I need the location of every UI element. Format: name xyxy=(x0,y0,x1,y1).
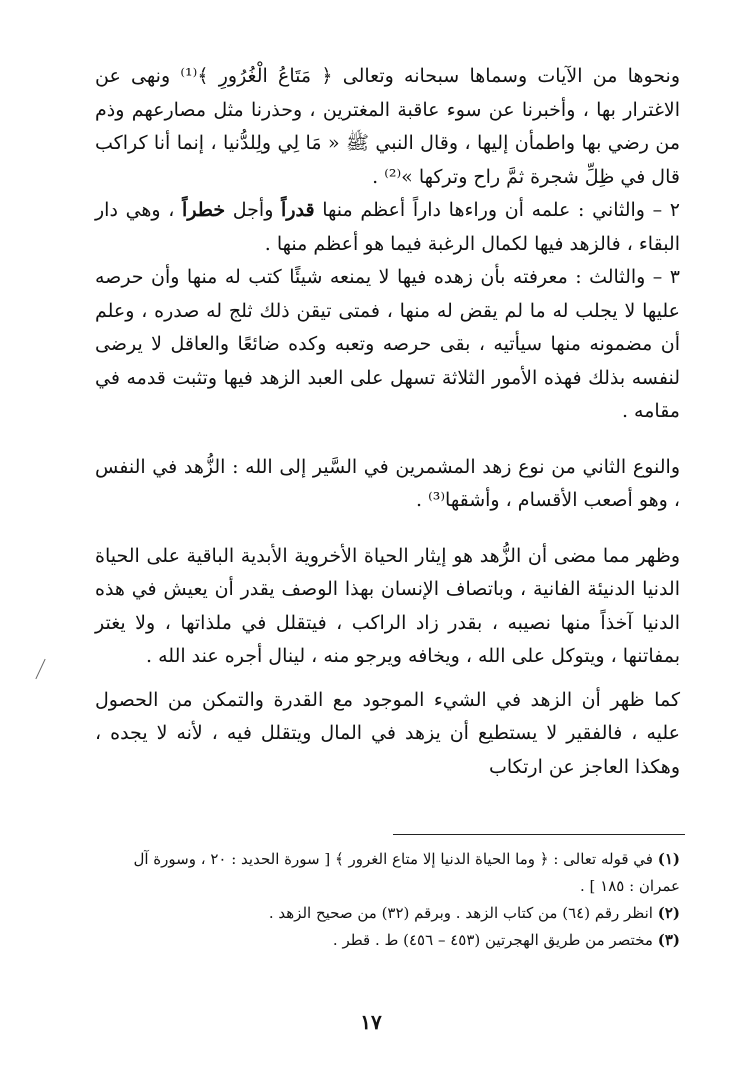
item2-bold-khataran: خطراً xyxy=(182,199,226,221)
stray-mark xyxy=(35,659,45,679)
footnote-1 xyxy=(95,846,680,900)
paragraph-1: ونحوها من الآيات وسماها سبحانه وتعالى ﴿ مَتَاعُ الْغُرُورِ ﴾⁽¹⁾ ونهى عن الاغترار بها ، وأخبرنا عن سوء عاقبة المغترين ، وحذرنا مثل مصارعهم وذم من رضي بها واطمأن إليها ، وقال النبي ﷺ « مَا لِي ولِلدُّنيا ، إنما أنا كراكب قال في ظِلِّ شجرة ثمَّ راح وتركها »⁽²⁾ . xyxy=(95,65,680,188)
list-item-3: ٣ – والثالث : معرفته بأن زهده فيها لا يمنعه شيئًا كتب له منها وأن حرصه عليها لا يجلب له ما لم يقض له منها ، فمتى تيقن ذلك ثلج له صدره ، وعلم أن مضمونه منها سيأتيه ، بقى حرصه وتعبه وكده ضائعًا والعاقل لا يرضى لنفسه بذلك فهذه الأمور الثلاثة تسهل على العبد الزهد فيها وتثبت قدمه في مقامه . xyxy=(95,266,680,422)
footnote-3-text: مختصر من طريق الهجرتين (٤٥٣ – ٤٥٦) ط . قطر . xyxy=(332,931,653,949)
footnote-2-text: انظر رقم (٦٤) من كتاب الزهد . وبرقم (٣٢) من صحيح الزهد . xyxy=(268,904,653,922)
page-number: ١٧ xyxy=(360,1010,382,1034)
footnote-2-number: (٢) xyxy=(657,904,680,922)
footnote-1-number: (١) xyxy=(657,850,680,868)
footnote-3-number: (٣) xyxy=(657,931,680,949)
paragraph-2: والنوع الثاني من نوع زهد المشمرين في السَّير إلى الله : الزُّهد في النفس ، وهو أصعب الأقسام ، وأشقها⁽³⁾ . xyxy=(95,455,680,511)
footnote-divider xyxy=(393,834,685,835)
main-text xyxy=(95,60,680,784)
list-item-2 xyxy=(95,194,680,261)
item2-lead: ٢ – والثاني : علمه أن وراءها داراً أعظم منها xyxy=(314,199,681,221)
footnote-1-text: في قوله تعالى : ﴿ وما الحياة الدنيا إلا متاع الغرور ﴾ [ سورة الحديد : ٢٠ ، وسورة آل عمران : ١٨٥ ] . xyxy=(133,850,680,895)
item2-mid: وأجل xyxy=(225,199,282,221)
paragraph-4: كما ظهر أن الزهد في الشيء الموجود مع القدرة والتمكن من الحصول عليه ، فالفقير لا يستطيع أن يزهد في المال ويتقلل فيه ، لأنه لا يجده ، وهكذا العاجز عن ارتكاب xyxy=(95,688,680,778)
footnote-3 xyxy=(95,927,680,954)
paragraph-3: وظهر مما مضى أن الزُّهد هو إيثار الحياة الأخروية الأبدية الباقية على الحياة الدنيا الدنيئة الفانية ، وباتصاف الإنسان بهذا الوصف يقدر أن يعيش في هذه الدنيا آخذاً منها نصيبه ، بقدر زاد الراكب ، فيتقلل في ملذاتها ، ولا يغتر بمفاتنها ، ويتوكل على الله ، ويخافه ويرجو منه ، لينال أجره عند الله . xyxy=(95,544,680,667)
item2-bold-qadran: قدراً xyxy=(281,199,315,221)
item2-rest: ، وهي دار البقاء ، فالزهد فيها لكمال الرغبة فيما هو أعظم منها . xyxy=(95,199,680,255)
footnote-2 xyxy=(95,900,680,927)
footnotes xyxy=(95,846,680,954)
